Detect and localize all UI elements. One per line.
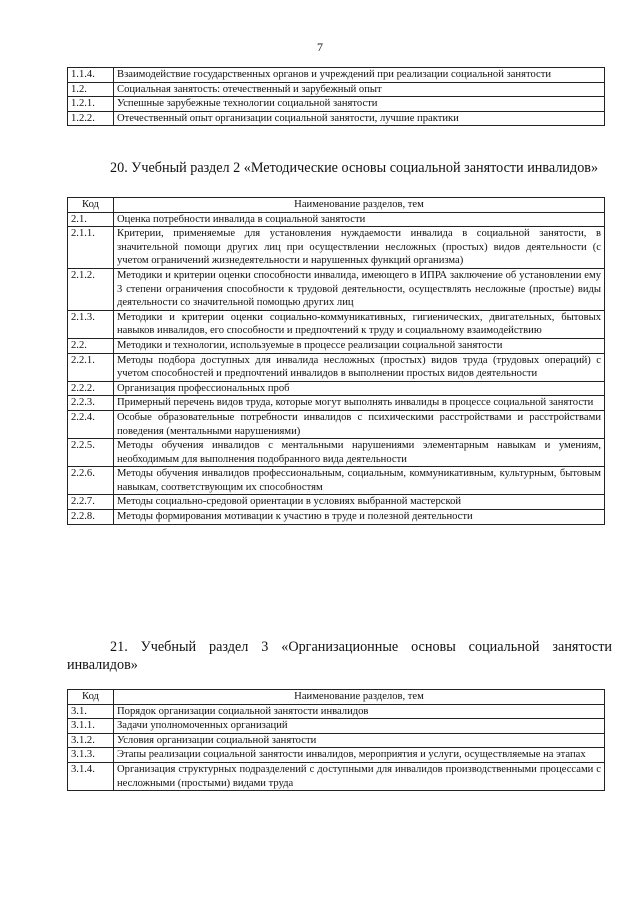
table-row xyxy=(68,396,605,411)
row-code: 1.2. xyxy=(68,82,114,97)
row-code: 2.1.1. xyxy=(68,227,114,269)
row-title: Методы формирования мотивации к участию в труде и полезной деятельности xyxy=(114,510,605,525)
table-row xyxy=(68,733,605,748)
table-row xyxy=(68,212,605,227)
row-title: Порядок организации социальной занятости инвалидов xyxy=(114,704,605,719)
table-row xyxy=(68,719,605,734)
table-header-row xyxy=(68,690,605,705)
table-row xyxy=(68,439,605,467)
table-row xyxy=(68,704,605,719)
row-title: Успешные зарубежные технологии социальной занятости xyxy=(114,97,605,112)
row-title: Организация профессиональных проб xyxy=(114,381,605,396)
row-code: 1.1.4. xyxy=(68,68,114,83)
row-title: Методики и технологии, используемые в процессе реализации социальной занятости xyxy=(114,338,605,353)
row-title: Методы обучения инвалидов профессиональным, социальным, коммуникативным, культурным, бытовым навыкам, соответствующим их способностям xyxy=(114,467,605,495)
row-title: Задачи уполномоченных организаций xyxy=(114,719,605,734)
table-row xyxy=(68,111,605,126)
table-row xyxy=(68,353,605,381)
row-code: 1.2.1. xyxy=(68,97,114,112)
table-row xyxy=(68,68,605,83)
table-row xyxy=(68,82,605,97)
row-title: Отечественный опыт организации социальной занятости, лучшие практики xyxy=(114,111,605,126)
row-code: 3.1. xyxy=(68,704,114,719)
row-code: 2.2.6. xyxy=(68,467,114,495)
row-title: Методики и критерии оценки способности инвалида, имеющего в ИПРА заключение об установлении ему 3 степени ограничения способности к трудовой деятельности, осуществлять несложные (простые) виды деятельности со значительной помощью других лиц xyxy=(114,268,605,310)
table-body xyxy=(68,704,605,791)
row-title: Особые образовательные потребности инвалидов с психическими расстройствами и расстройствами поведения (ментальными нарушениями) xyxy=(114,410,605,438)
row-title: Примерный перечень видов труда, которые могут выполнять инвалиды в процессе социальной занятости xyxy=(114,396,605,411)
table-continued xyxy=(67,67,605,126)
table-row xyxy=(68,381,605,396)
row-title: Оценка потребности инвалида в социальной занятости xyxy=(114,212,605,227)
column-header-code: Код xyxy=(68,198,114,213)
table-row xyxy=(68,310,605,338)
row-title: Методы обучения инвалидов с ментальными нарушениями элементарным навыкам и умениям, необходимым для выполнения подобранного вида деятельности xyxy=(114,439,605,467)
row-code: 1.2.2. xyxy=(68,111,114,126)
table-row xyxy=(68,467,605,495)
table-body xyxy=(68,68,605,126)
table-section-2 xyxy=(67,197,605,525)
row-code: 3.1.2. xyxy=(68,733,114,748)
table-header-row xyxy=(68,198,605,213)
row-code: 2.2.5. xyxy=(68,439,114,467)
row-code: 2.2.4. xyxy=(68,410,114,438)
column-header-name: Наименование разделов, тем xyxy=(114,690,605,705)
table-row xyxy=(68,510,605,525)
row-code: 2.2.1. xyxy=(68,353,114,381)
page-number: 7 xyxy=(317,40,323,54)
table-row xyxy=(68,268,605,310)
row-title: Методы подбора доступных для инвалида несложных (простых) видов труда (трудовых операций) с учетом способностей и предпочтений инвалидов в выполнении простых видов деятельности xyxy=(114,353,605,381)
table-row xyxy=(68,410,605,438)
row-code: 3.1.3. xyxy=(68,748,114,763)
row-code: 2.1. xyxy=(68,212,114,227)
section-heading-21: 21. Учебный раздел 3 «Организационные основы социальной занятости инвалидов» xyxy=(67,639,612,673)
row-code: 3.1.1. xyxy=(68,719,114,734)
table-row xyxy=(68,338,605,353)
row-code: 2.2.3. xyxy=(68,396,114,411)
row-title: Взаимодействие государственных органов и учреждений при реализации социальной занятости xyxy=(114,68,605,83)
row-code: 2.2.8. xyxy=(68,510,114,525)
table-body xyxy=(68,212,605,524)
row-title: Этапы реализации социальной занятости инвалидов, мероприятия и услуги, осуществляемые на этапах xyxy=(114,748,605,763)
column-header-code: Код xyxy=(68,690,114,705)
row-code: 2.1.3. xyxy=(68,310,114,338)
table-row xyxy=(68,97,605,112)
row-title: Организация структурных подразделений с доступными для инвалидов производственными процессами с несложными (простыми) видами труда xyxy=(114,762,605,790)
row-title: Социальная занятость: отечественный и зарубежный опыт xyxy=(114,82,605,97)
table-row xyxy=(68,748,605,763)
row-code: 2.2.2. xyxy=(68,381,114,396)
row-title: Методики и критерии оценки социально-коммуникативных, гигиенических, двигательных, бытовых навыков инвалидов, его способности и предпочтений к труду и социальному взаимодействию xyxy=(114,310,605,338)
section-heading-20: 20. Учебный раздел 2 «Методические основы социальной занятости инвалидов» xyxy=(110,160,599,176)
row-title: Критерии, применяемые для установления нуждаемости инвалида в социальной занятости, в значительной помощи других лиц при осуществлении несложных (простых) видов деятельности (с учетом ограничений жизнедеятельности и нарушенных функций организма) xyxy=(114,227,605,269)
column-header-name: Наименование разделов, тем xyxy=(114,198,605,213)
table-section-3 xyxy=(67,689,605,791)
row-code: 2.2.7. xyxy=(68,495,114,510)
row-title: Условия организации социальной занятости xyxy=(114,733,605,748)
table-row xyxy=(68,762,605,790)
row-title: Методы социально-средовой ориентации в условиях выбранной мастерской xyxy=(114,495,605,510)
row-code: 2.2. xyxy=(68,338,114,353)
row-code: 3.1.4. xyxy=(68,762,114,790)
table-row xyxy=(68,227,605,269)
table-row xyxy=(68,495,605,510)
row-code: 2.1.2. xyxy=(68,268,114,310)
